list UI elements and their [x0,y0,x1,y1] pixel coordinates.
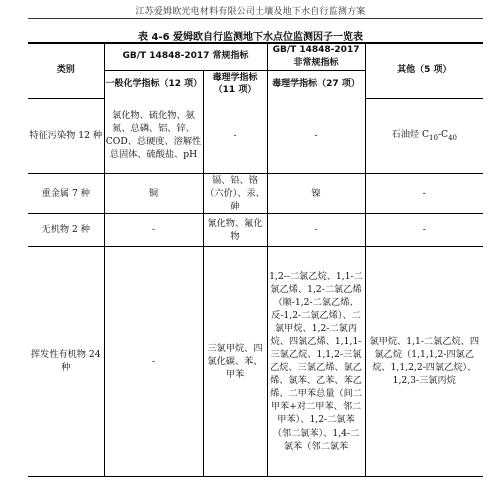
header-divider [28,18,483,19]
header-general-chemical: 一般化学指标（12 项） [104,70,203,98]
other-prefix: 石油烃 C [391,128,430,140]
other-subscript-1: 10 [429,133,438,142]
header-category: 类别 [28,43,104,98]
row-category: 无机物 2 种 [28,213,104,246]
cell-general: 氯化物、硫化物、氨氮、总磷、铝、锌、COD、总硬度、溶解性总固体、硫酸盐、pH [104,98,203,173]
cell-general: - [104,246,203,476]
header-toxicology-27: 毒理学指标（27 项） [267,70,365,98]
table-row [28,173,483,213]
header-other: 其他（5 项） [365,43,483,98]
cell-other: 氯甲烷、1,1-二氯乙烷、四氯乙烷（1,1,1,2-四氯乙烷、1,1,2,2-四氯乙烷）、1,2,3-三氯丙烷 [365,246,483,476]
cell-tox2: - [267,213,365,246]
table-row [28,213,483,246]
header-regular-indicators: GB/T 14848-2017 常规指标 [104,43,267,70]
cell-general: - [104,213,203,246]
table-caption: 表 4-6 爱姆欧自行监测地下水点位监测因子一览表 [137,32,364,43]
row-category: 特征污染物 12 种 [28,98,104,173]
row-category: 挥发性有机物 24 种 [30,349,101,374]
cell-other: - [365,213,483,246]
cell-tox1: 氰化物、氟化物 [203,213,267,246]
cell-tox2: 1,2--二氯乙烷、1,1-二氯乙烯、1,2-二氯乙烯（顺-1,2-二氯乙烯、反-1,2-二氯乙烯）、二氯甲烷、1,2-二氯丙烷、四氯乙烯、1,1,1-三氯乙烷、1,1,2-三氯乙烷、三氯乙烯、氯乙烯、氯苯、乙苯、苯乙烯、二甲苯总量（间二甲苯+对二甲苯、邻二甲苯）、1,2-二氯苯（邻二氯苯）、1,4-二氯苯（邻二氯苯 [267,246,365,476]
cell-tox1: 镉、铅、铬（六价）、汞、砷 [203,173,267,213]
row-category: 重金属 7 种 [28,173,104,213]
header-toxicology-11: 毒理学指标（11 项） [203,70,267,98]
cell-general: 铜 [104,173,203,213]
cell-other: - [365,173,483,213]
cell-tox1: 三氯甲烷、四氯化碳、苯、甲苯 [203,246,267,476]
cell-other [365,98,483,173]
cell-tox2: 镍 [267,173,365,213]
table-row [28,246,483,476]
other-subscript-2: 40 [448,133,458,142]
page-header: 江苏爱姆欧光电材料有限公司土壤及地下水自行监测方案 [135,7,366,17]
cell-tox2: - [267,98,365,173]
header-nonregular-indicators: GB/T 14848-2017 非常规指标 [267,43,365,70]
monitoring-factor-table [28,42,483,477]
other-mid: -C [437,128,449,140]
cell-tox1: - [203,98,267,173]
table-row [28,98,483,173]
